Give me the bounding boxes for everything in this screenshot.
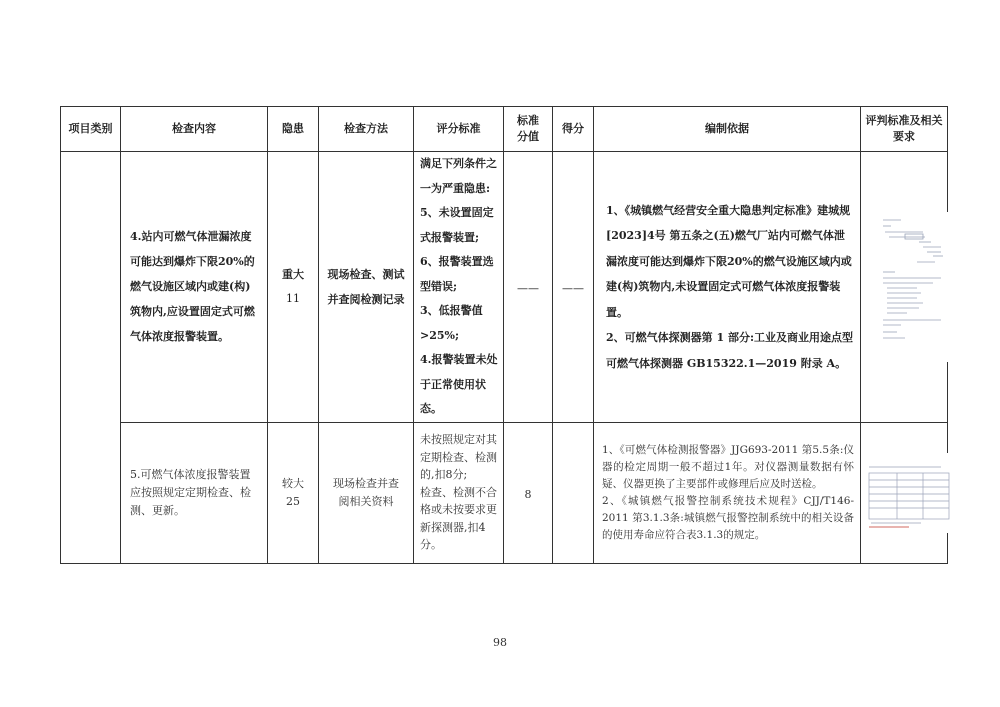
header-hazard: 隐患 [268,107,319,152]
scoring-line: 5、未设置固定式报警装置; [420,206,494,244]
reference-table-thumbnail [861,453,959,533]
score-cell [553,422,594,563]
scoring-cell [414,152,504,423]
basis-item: 1、《可燃气体检测报警器》JJG693-2011 第5.5条:仪器的检定周期一般不超过1年。对仪器测量数据有怀疑、仪器更换了主要部件或修理后应及时送检。 [602,443,854,490]
basis-item: 2、《城镇燃气报警控制系统技术规程》CJJ/T146-2011 第3.1.3条:城镇燃气报警控制系统中的相关设备的使用寿命应符合表3.1.3的规定。 [602,494,854,541]
header-category: 项目类别 [61,107,121,152]
table-row [61,152,948,423]
method-cell [319,422,414,563]
header-content: 检查内容 [121,107,268,152]
scoring-line: 检查、检测不合格或未按要求更新探测器,扣4分。 [420,485,497,552]
content-cell [121,152,268,423]
basis-item: 2、可燃气体探测器第 1 部分:工业及商业用途点型可燃气体探测器 GB15322.1—2019 附录 A。 [606,331,854,370]
category-cell [61,152,121,564]
hazard-number: 25 [286,494,300,508]
basis-item: 1、《城镇燃气经营安全重大隐患判定标准》建城规[2023]4号 第五条之(五)燃气厂站内可燃气体泄漏浓度可能达到爆炸下限20%的燃气设施区域内或建(构)筑物内,未设置固定式可燃气体浓度报警装置。 [606,203,852,319]
header-scoring: 评分标准 [414,107,504,152]
reference-document-thumbnail [861,212,959,362]
standard-score-value: —— [517,282,539,296]
method-text: 现场检查并查阅相关资料 [333,476,399,508]
score-cell [553,152,594,423]
content-text: 5.可燃气体浓度报警装置应按照规定定期检查、检测、更新。 [130,467,251,517]
header-row [61,107,948,152]
hazard-cell [268,152,319,423]
scoring-line: 未按照规定对其定期检查、检测的,扣8分; [420,433,497,482]
header-criteria: 评判标准及相关要求 [861,107,948,152]
scoring-line: 3、低报警值>25%; [420,304,483,342]
header-standard-score: 标准 分值 [504,107,553,152]
scoring-line: 6、报警装置选型错误; [420,255,494,293]
criteria-cell [861,152,948,423]
scoring-cell [414,422,504,563]
header-score: 得分 [553,107,594,152]
scoring-line: 满足下列条件之一为严重隐患: [420,157,497,195]
scoring-line: 4.报警装置未处于正常使用状态。 [420,353,498,415]
page-number: 98 [493,636,507,649]
inspection-table [60,106,948,564]
header-basis: 编制依据 [594,107,861,152]
basis-cell [594,152,861,423]
standard-score-value: 8 [524,488,532,501]
content-cell [121,422,268,563]
standard-score-cell [504,152,553,423]
hazard-level: 较大 [282,476,304,490]
hazard-level: 重大 [282,267,304,281]
content-text: 4.站内可燃气体泄漏浓度可能达到爆炸下限20%的燃气设施区域内或建(构)筑物内,应设置固定式可燃气体浓度报警装置。 [130,230,255,344]
basis-cell [594,422,861,563]
standard-score-cell [504,422,553,563]
criteria-cell [861,422,948,563]
header-method: 检查方法 [319,107,414,152]
hazard-number: 11 [286,291,300,305]
hazard-cell [268,422,319,563]
score-value: —— [562,282,584,296]
method-text: 现场检查、测试并查阅检测记录 [327,267,405,306]
table-row [61,422,948,563]
method-cell [319,152,414,423]
